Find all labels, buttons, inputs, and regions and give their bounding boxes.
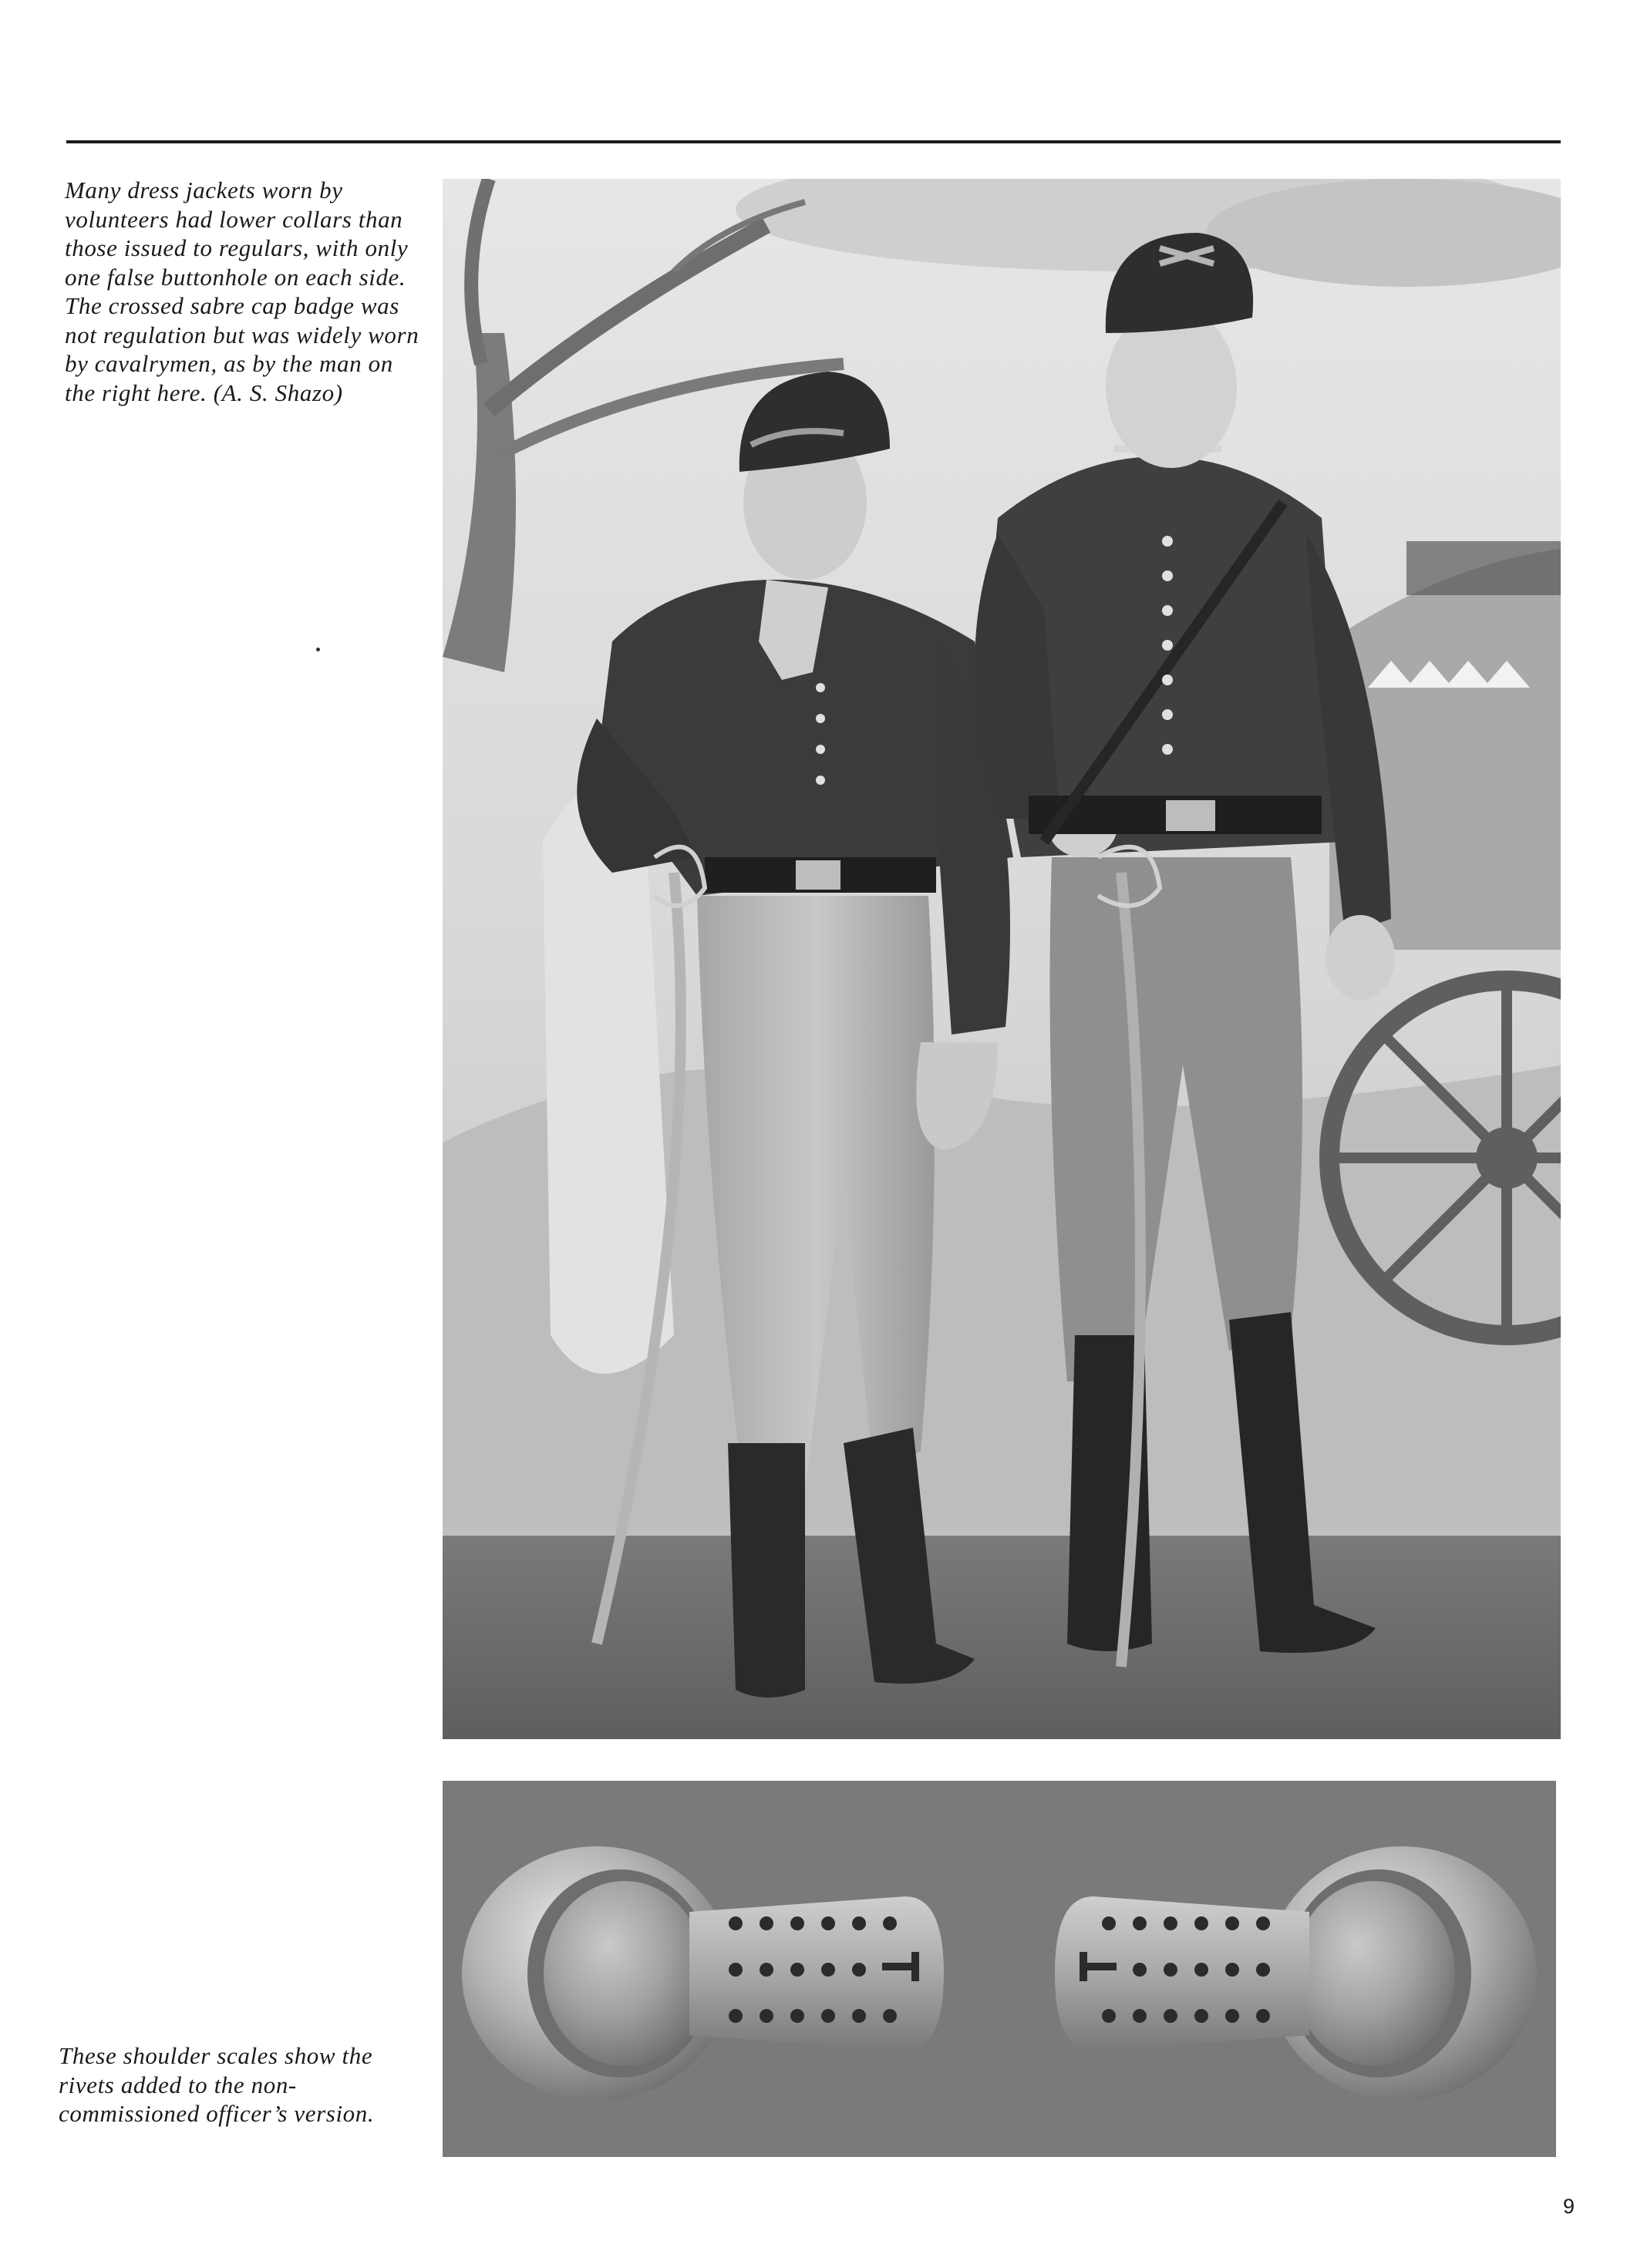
photo-cavalrymen	[443, 179, 1561, 1739]
stray-mark	[316, 648, 320, 651]
caption-bottom: These shoulder scales show the rivets added to the non-commissioned officer’s version.	[59, 2042, 375, 2127]
header-rule	[66, 140, 1561, 143]
caption-top: Many dress jackets worn by volunteers had lower collars than those issued to regulars, with only one false buttonhole on each side. The crossed sabre cap badge was not regulation but was widely worn by cavalrymen, as by the man on the right here. (A. S. Shazo)	[65, 177, 419, 406]
page-number: 9	[1562, 2195, 1575, 2218]
photo-cavalrymen-image	[443, 179, 1561, 1739]
photo-shoulder-scales	[443, 1781, 1556, 2157]
photo-shoulder-scales-image	[443, 1781, 1556, 2157]
